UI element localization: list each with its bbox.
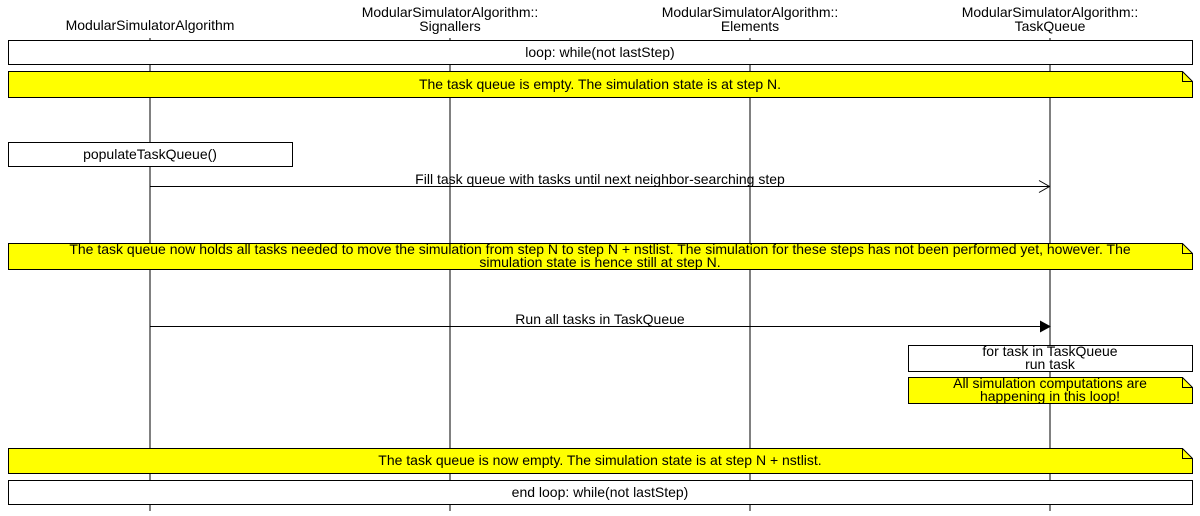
message-run-label: Run all tasks in TaskQueue — [515, 311, 685, 327]
participant-taskqueue-line1: ModularSimulatorAlgorithm:: — [961, 4, 1139, 20]
participant-taskqueue-line2: TaskQueue — [1014, 18, 1086, 34]
message-fill-task-queue — [150, 171, 1050, 193]
note-queue-empty-end-text: The task queue is now empty. The simulation state is at step N + nstlist. — [378, 452, 822, 468]
participant-modular-simulator-algorithm: ModularSimulatorAlgorithm — [65, 17, 235, 33]
note-queue-full-line2: simulation state is hence still at step N. — [479, 254, 721, 270]
message-run-all-tasks — [150, 311, 1051, 333]
loop-start-box — [9, 41, 1193, 65]
note-queue-empty-start-text: The task queue is empty. The simulation state is at step N. — [418, 76, 782, 92]
note-queue-full-line1: The task queue now holds all tasks needed to move the simulation from step N to step N + nstlist. The simulation for these steps has not been performed yet, however. The — [69, 241, 1131, 257]
populate-task-queue-box — [9, 143, 293, 167]
participant-elements-line2: Elements — [720, 18, 780, 34]
loop-end-box — [9, 481, 1193, 505]
note-computations-line2: happening in this loop! — [979, 388, 1121, 404]
filled-arrowhead-icon — [1040, 321, 1051, 333]
message-fill-label: Fill task queue with tasks until next neighbor-searching step — [415, 171, 785, 187]
participant-signallers-line1: ModularSimulatorAlgorithm:: — [361, 4, 539, 20]
participant-elements-line1: ModularSimulatorAlgorithm:: — [661, 4, 839, 20]
note-queue-full — [9, 241, 1193, 270]
loop-end-label: end loop: while(not lastStep) — [511, 484, 689, 500]
note-queue-empty-end — [9, 449, 1193, 474]
populate-task-queue-label: populateTaskQueue() — [83, 146, 217, 162]
inner-loop-line1: for task in TaskQueue — [982, 343, 1118, 359]
note-queue-empty-start — [9, 72, 1193, 98]
participant-signallers-line2: Signallers — [419, 18, 481, 34]
note-computations — [909, 375, 1193, 404]
note-computations-line1: All simulation computations are — [953, 375, 1147, 391]
inner-loop-box — [909, 343, 1193, 372]
inner-loop-line2: run task — [1025, 356, 1075, 372]
loop-start-label: loop: while(not lastStep) — [525, 44, 675, 60]
